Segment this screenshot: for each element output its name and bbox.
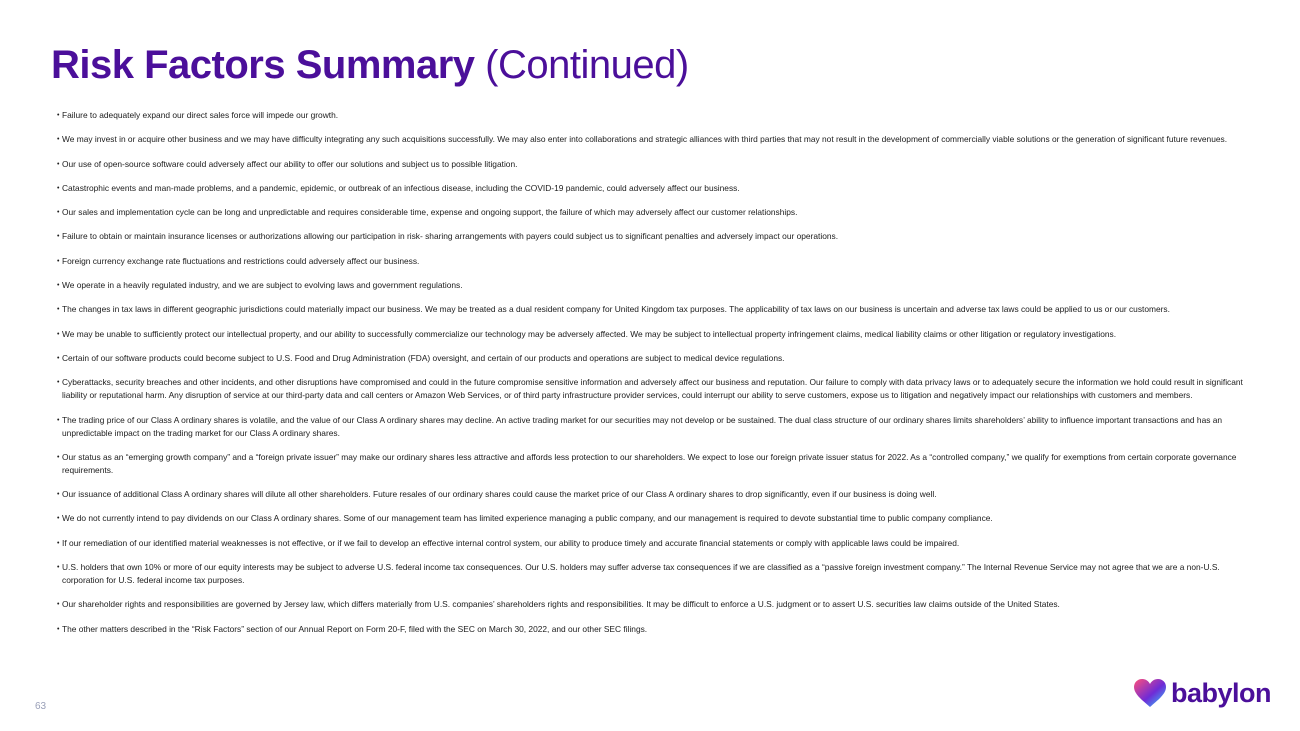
risk-factor-text: The other matters described in the “Risk Factors” section of our Annual Report on Form 20-F, filed with the SEC on March 30, 2022, and our other SEC filings. [62, 623, 648, 634]
risk-factor-item [57, 158, 1257, 171]
risk-factor-item [57, 376, 1257, 402]
risk-factor-text: We do not currently intend to pay dividends on our Class A ordinary shares. Some of our management team has limited experience managing a public company, and our management is required to devote substantial time to public company compliance. [62, 513, 993, 524]
risk-factor-text: Failure to obtain or maintain insurance licenses or authorizations allowing our participation in risk- sharing arrangements with payers could subject us to significant penalties and adversely impact our operations. [62, 231, 839, 242]
risk-factor-item [57, 109, 1257, 122]
bullet-icon: • [57, 233, 60, 241]
risk-factor-text: Cyberattacks, security breaches and other incidents, and other disruptions have compromised and could in the future compromise sensitive information and adversely affect our business and reputation. Our failure to comply with data privacy laws or to adequately secure the information we hold could result in significant liability or reputational harm. Any disruption of service at our third-party data and call centers or Amazon Web Services, or of third party infrastructure provider services, could interrupt our ability to serve customers, expose us to litigation and negatively impact our relationships with customers and members. [62, 377, 1243, 401]
risk-factor-item [57, 352, 1257, 365]
risk-factor-text: Catastrophic events and man-made problems, and a pandemic, epidemic, or outbreak of an infectious disease, including the COVID-19 pandemic, could adversely affect our business. [62, 182, 740, 193]
risk-factor-text: Our shareholder rights and responsibilities are governed by Jersey law, which differs materially from U.S. companies’ shareholders rights and responsibilities. It may be difficult to enforce a U.S. judgment or to assert U.S. securities law claims outside of the United States. [62, 599, 1060, 610]
risk-factor-item [57, 561, 1257, 587]
bullet-icon: • [57, 625, 60, 633]
page-title [51, 40, 689, 90]
bullet-icon: • [57, 601, 60, 609]
risk-factor-text: We may invest in or acquire other business and we may have difficulty integrating any such acquisitions successfully. We may also enter into collaborations and strategic alliances with third parties that may not result in the development of commercially viable solutions or the generation of significant future revenues. [62, 134, 1228, 145]
logo-wordmark: babylon [1171, 678, 1272, 708]
risk-factor-text: Our sales and implementation cycle can be long and unpredictable and requires considerable time, expense and ongoing support, the failure of which may adversely affect our customer relationships. [62, 207, 798, 218]
risk-factor-item [57, 414, 1257, 440]
bullet-icon: • [57, 330, 60, 338]
risk-factor-text: Failure to adequately expand our direct sales force will impede our growth. [62, 110, 339, 120]
risk-factor-item [57, 303, 1257, 316]
risk-factor-text: Our use of open-source software could adversely affect our ability to offer our solutions and subject us to possible litigation. [62, 158, 518, 169]
bullet-icon: • [57, 184, 60, 192]
risk-factor-text: The changes in tax laws in different geographic jurisdictions could materially impact our business. We may be treated as a dual resident company for United Kingdom tax purposes. The applicability of tax laws on our business is uncertain and adverse tax laws could be applied to us or our customers. [62, 304, 1170, 315]
risk-factor-item [57, 206, 1257, 219]
risk-factor-text: If our remediation of our identified material weaknesses is not effective, or if we fail to develop an effective internal control system, our ability to produce timely and accurate financial statements or comply with applicable laws could be impaired. [62, 537, 960, 548]
risk-factor-item [57, 512, 1257, 525]
risk-factor-item [57, 255, 1257, 268]
risk-factor-item [57, 451, 1257, 477]
bullet-icon: • [57, 416, 60, 424]
bullet-icon: • [57, 160, 60, 168]
bullet-icon: • [57, 282, 60, 290]
risk-factor-text: The trading price of our Class A ordinary shares is volatile, and the value of our Class A ordinary shares may decline. An active trading market for our securities may not develop or be sustained. The dual class structure of our ordinary shares limits shareholders’ ability to influence important transactions and has an unpredictable impact on the trading market for our Class A ordinary shares. [62, 414, 1223, 438]
bullet-icon: • [57, 491, 60, 499]
bullet-icon: • [57, 539, 60, 547]
bullet-icon: • [57, 379, 60, 387]
risk-factor-list [57, 109, 1257, 647]
bullet-icon: • [57, 564, 60, 572]
title-bold: Risk Factors Summary [51, 43, 475, 87]
risk-factor-item [57, 537, 1257, 550]
bullet-icon: • [57, 112, 60, 119]
bullet-icon: • [57, 209, 60, 217]
risk-factor-item [57, 328, 1257, 341]
risk-factor-item [57, 623, 1257, 636]
risk-factor-text: Our status as an “emerging growth company” and a “foreign private issuer” may make our ordinary shares less attractive and affords less protection to our shareholders. We expect to lose our foreign private issuer status for 2022. As a “controlled company,” we qualify for exemptions from certain corporate governance requirements. [62, 451, 1237, 475]
risk-factor-text: Foreign currency exchange rate fluctuations and restrictions could adversely affect our business. [62, 255, 420, 266]
risk-factor-text: We operate in a heavily regulated industry, and we are subject to evolving laws and government regulations. [62, 280, 463, 291]
risk-factor-item [57, 182, 1257, 195]
title-continued: (Continued) [485, 43, 689, 87]
bullet-icon: • [57, 306, 60, 314]
risk-factor-item [57, 598, 1257, 611]
bullet-icon: • [57, 257, 60, 265]
bullet-icon: • [57, 136, 60, 144]
risk-factor-item [57, 133, 1257, 146]
risk-factor-item [57, 488, 1257, 501]
risk-factor-text: U.S. holders that own 10% or more of our equity interests may be subject to adverse U.S. federal income tax consequences. Our U.S. holders may suffer adverse tax consequences if we are classified as a “passive foreign investment company.” The Internal Revenue Service may not agree that we are a non-U.S. corporation for U.S. federal income tax purposes. [62, 562, 1220, 586]
page-number: 63 [35, 701, 47, 712]
bullet-icon: • [57, 453, 60, 461]
risk-factor-text: Our issuance of additional Class A ordinary shares will dilute all other shareholders. Future resales of our ordinary shares could cause the market price of our Class A ordinary shares to drop significantly, even if our business is doing well. [62, 489, 937, 500]
risk-factor-text: We may be unable to sufficiently protect our intellectual property, and our ability to successfully commercialize our technology may be adversely affected. We may be subject to intellectual property infringement claims, medical liability claims or other litigation or regulatory investigations. [62, 328, 1117, 339]
risk-factor-text: Certain of our software products could become subject to U.S. Food and Drug Administration (FDA) oversight, and certain of our products and operations are subject to medical device regulations. [62, 352, 785, 363]
heart-logo-icon [1132, 677, 1168, 709]
risk-factor-item [57, 279, 1257, 292]
bullet-icon: • [57, 515, 60, 523]
babylon-logo [1132, 676, 1271, 710]
bullet-icon: • [57, 354, 60, 362]
risk-factor-item [57, 230, 1257, 243]
